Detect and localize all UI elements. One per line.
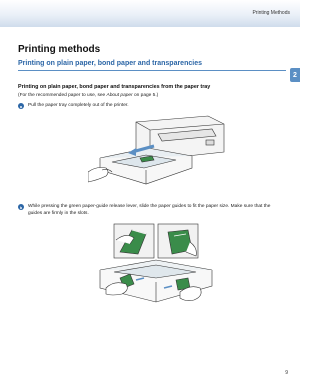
step-2-text: While pressing the green paper-guide release lever, slide the paper guides to fit the paper size. Make sure that the guides are firmly in the slots. bbox=[28, 204, 271, 216]
section-heading: Printing on plain paper, bond paper and transparencies bbox=[18, 60, 202, 67]
page-title: Printing methods bbox=[18, 44, 101, 55]
guide-lever-closeup-illustration bbox=[112, 222, 200, 260]
step-1-text: Pull the paper tray completely out of the printer. bbox=[28, 103, 129, 108]
step-1-badge: a bbox=[19, 103, 23, 109]
section-rule bbox=[18, 70, 286, 71]
about-paper-link[interactable]: About paper bbox=[106, 93, 133, 98]
running-head: Printing Methods bbox=[252, 10, 290, 16]
printer-tray-illustration bbox=[88, 112, 228, 194]
note-prefix: (For the recommended paper to use, see bbox=[18, 93, 107, 98]
chapter-tab: 2 bbox=[290, 68, 300, 82]
recommended-paper-note bbox=[18, 93, 158, 98]
sub-heading: Printing on plain paper, bond paper and transparencies from the paper tray bbox=[18, 84, 211, 90]
slide-paper-guides-illustration bbox=[96, 258, 216, 306]
note-suffix: on page 5.) bbox=[132, 93, 159, 98]
page-number: 9 bbox=[285, 370, 288, 376]
step-2-badge: b bbox=[19, 204, 23, 210]
